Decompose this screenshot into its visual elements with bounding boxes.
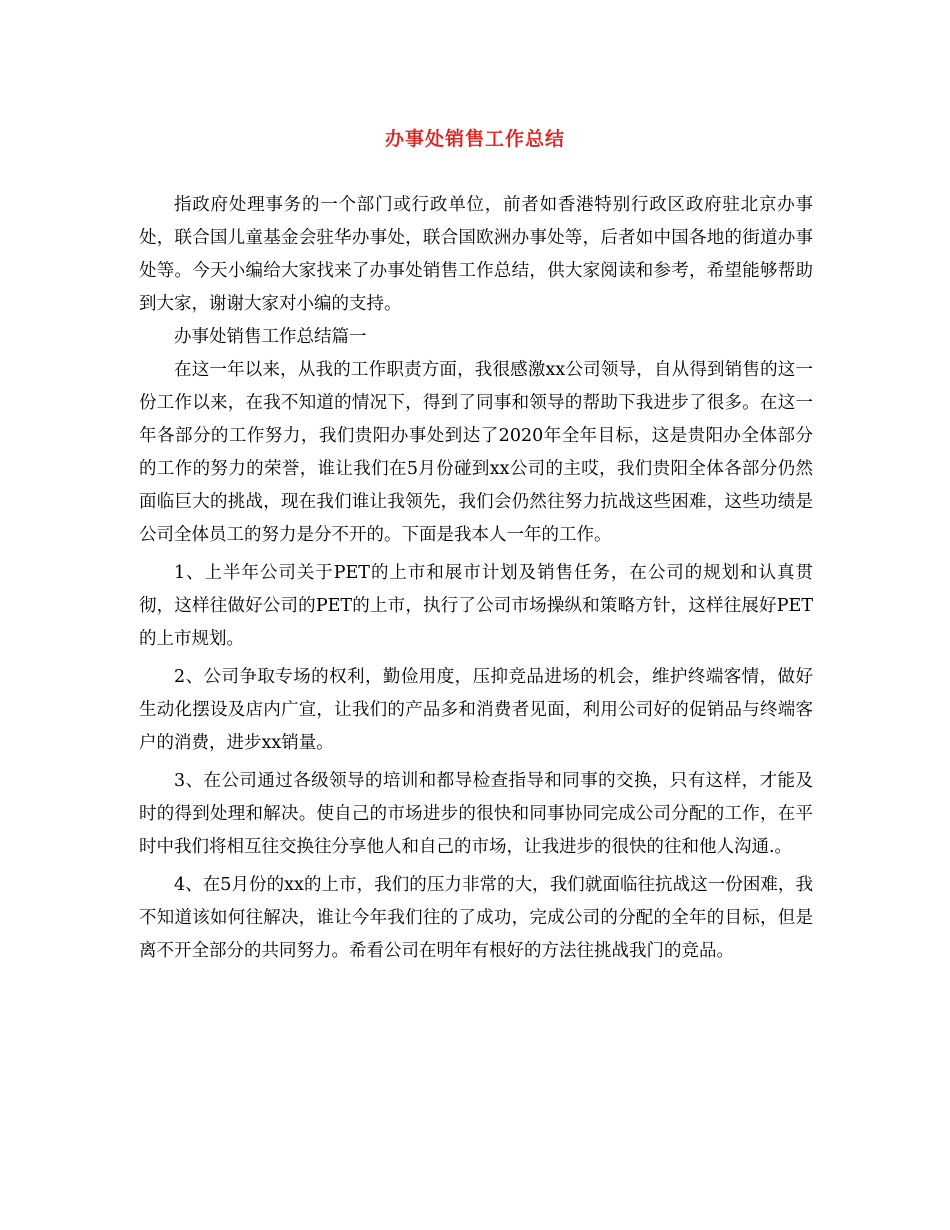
body-paragraph: 在这一年以来，从我的工作职责方面，我很感激xx公司领导，自从得到销售的这一份工作以来，在我不知道的情况下，得到了同事和领导的帮助下我进步了很多。在这一年各部分的工作努力，我们贵阳办事处到达了2020年全年目标，这是贵阳办全体部分的工作的努力的荣誉，谁让我们在5月份碰到xx公司的主哎，我们贵阳全体各部分仍然面临巨大的挑战，现在我们谁让我领先，我们会仍然往努力抗战这些困难，这些功绩是公司全体员工的努力是分不开的。下面是我本人一年的工作。 bbox=[139, 360, 813, 545]
list-item-2: 2、公司争取专场的权利，勤俭用度，压抑竞品进场的机会，维护终端客情，做好生动化摆设及店内广宣，让我们的产品多和消费者见面，利用公司好的促销品与终端客户的消费，进步xx销量。 bbox=[139, 667, 813, 753]
intro-paragraph: 指政府处理事务的一个部门或行政单位，前者如香港特别行政区政府驻北京办事处，联合国儿童基金会驻华办事处，联合国欧洲办事处等，后者如中国各地的街道办事处等。今天小编给大家找来了办事处销售工作总结，供大家阅读和参考，希望能够帮助到大家，谢谢大家对小编的支持。 bbox=[139, 195, 813, 314]
document-title: 办事处销售工作总结 bbox=[384, 128, 565, 150]
list-item-4: 4、在5月份的xx的上市，我们的压力非常的大，我们就面临往抗战这一份困难，我不知道该如何往解决，谁让今年我们往的了成功，完成公司的分配的全年的目标，但是离不开全部分的共同努力。希看公司在明年有根好的方法往挑战我门的竞品。 bbox=[139, 875, 813, 961]
list-item-3: 3、在公司通过各级领导的培训和都导检查指导和同事的交换，只有这样，才能及时的得到处理和解决。使自己的市场进步的很快和同事协同完成公司分配的工作，在平时中我们将相互往交换往分享他人和自己的市场，让我进步的很快的往和他人沟通.。 bbox=[139, 771, 813, 857]
document-body bbox=[139, 189, 813, 968]
list-item-1: 1、上半年公司关于PET的上市和展市计划及销售任务，在公司的规划和认真贯彻，这样往做好公司的PET的上市，执行了公司市场操纵和策略方针，这样往展好PET的上市规划。 bbox=[139, 563, 813, 649]
section-heading: 办事处销售工作总结篇一 bbox=[174, 327, 367, 347]
